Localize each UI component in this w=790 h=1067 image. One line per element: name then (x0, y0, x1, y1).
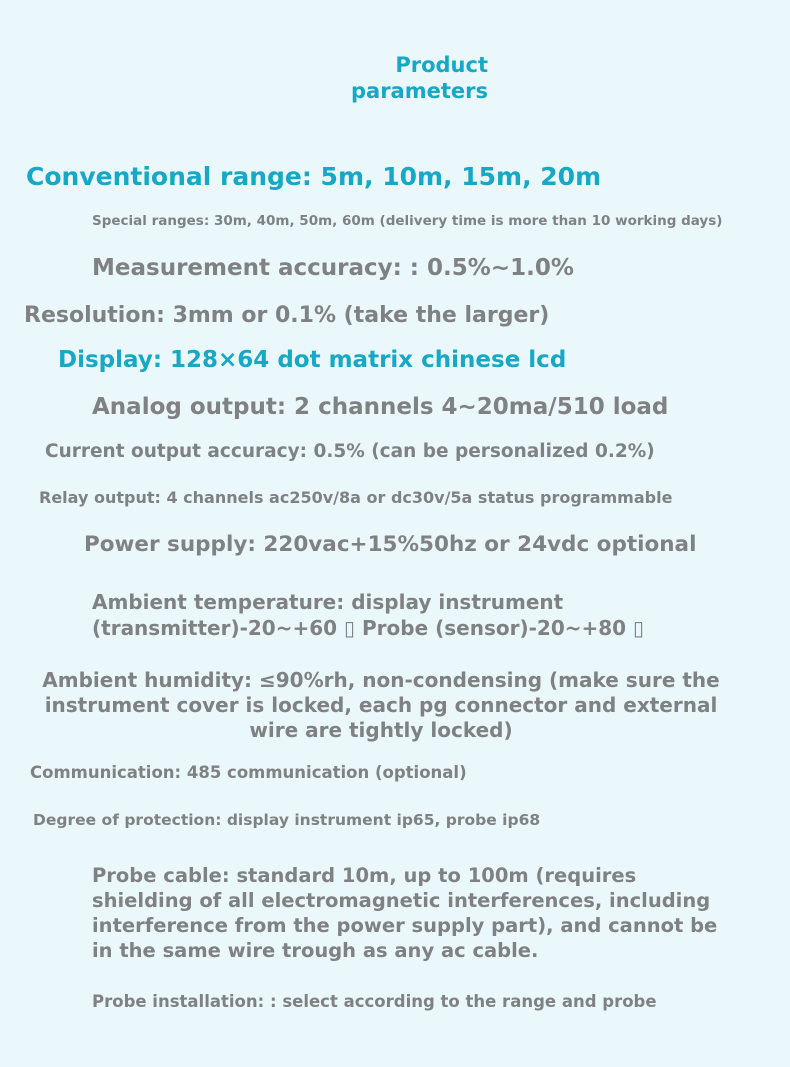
page-title (300, 52, 488, 104)
special-ranges: Special ranges: 30m, 40m, 50m, 60m (delivery time is more than 10 working days) (92, 213, 723, 229)
probe-cable-line-3: interference from the power supply part), and cannot be (92, 914, 718, 937)
probe-cable-line-1: Probe cable: standard 10m, up to 100m (requires (92, 864, 637, 887)
probe-cable (92, 863, 717, 963)
title-line-1: Product (395, 53, 488, 77)
probe-cable-line-4: in the same wire trough as any ac cable. (92, 939, 539, 962)
ambient-temperature-line-2: (transmitter)-20~+60 ▯ Probe (sensor)-20~+80 ▯ (92, 616, 645, 640)
title-line-2: parameters (351, 79, 488, 103)
power-supply: Power supply: 220vac+15%50hz or 24vdc optional (84, 532, 697, 557)
ambient-humidity (24, 668, 738, 743)
probe-cable-line-2: shielding of all electromagnetic interferences, including (92, 889, 711, 912)
resolution: Resolution: 3mm or 0.1% (take the larger) (24, 303, 550, 328)
ambient-humidity-line-2: instrument cover is locked, each pg connector and external (44, 693, 718, 717)
current-output-accuracy: Current output accuracy: 0.5% (can be personalized 0.2%) (45, 441, 655, 462)
analog-output: Analog output: 2 channels 4~20ma/510 load (92, 394, 669, 420)
probe-installation: Probe installation: : select according to the range and probe (92, 992, 657, 1011)
degree-of-protection: Degree of protection: display instrument ip65, probe ip68 (33, 811, 541, 829)
ambient-temperature (92, 589, 644, 641)
communication: Communication: 485 communication (optional) (30, 763, 467, 782)
conventional-range: Conventional range: 5m, 10m, 15m, 20m (26, 162, 602, 191)
ambient-humidity-line-3: wire are tightly locked) (249, 718, 513, 742)
relay-output: Relay output: 4 channels ac250v/8a or dc30v/5a status programmable (39, 488, 673, 507)
display-spec: Display: 128×64 dot matrix chinese lcd (58, 347, 567, 373)
ambient-temperature-line-1: Ambient temperature: display instrument (92, 590, 564, 614)
measurement-accuracy: Measurement accuracy: : 0.5%~1.0% (92, 255, 574, 281)
ambient-humidity-line-1: Ambient humidity: ≤90%rh, non-condensing (make sure the (42, 668, 720, 692)
